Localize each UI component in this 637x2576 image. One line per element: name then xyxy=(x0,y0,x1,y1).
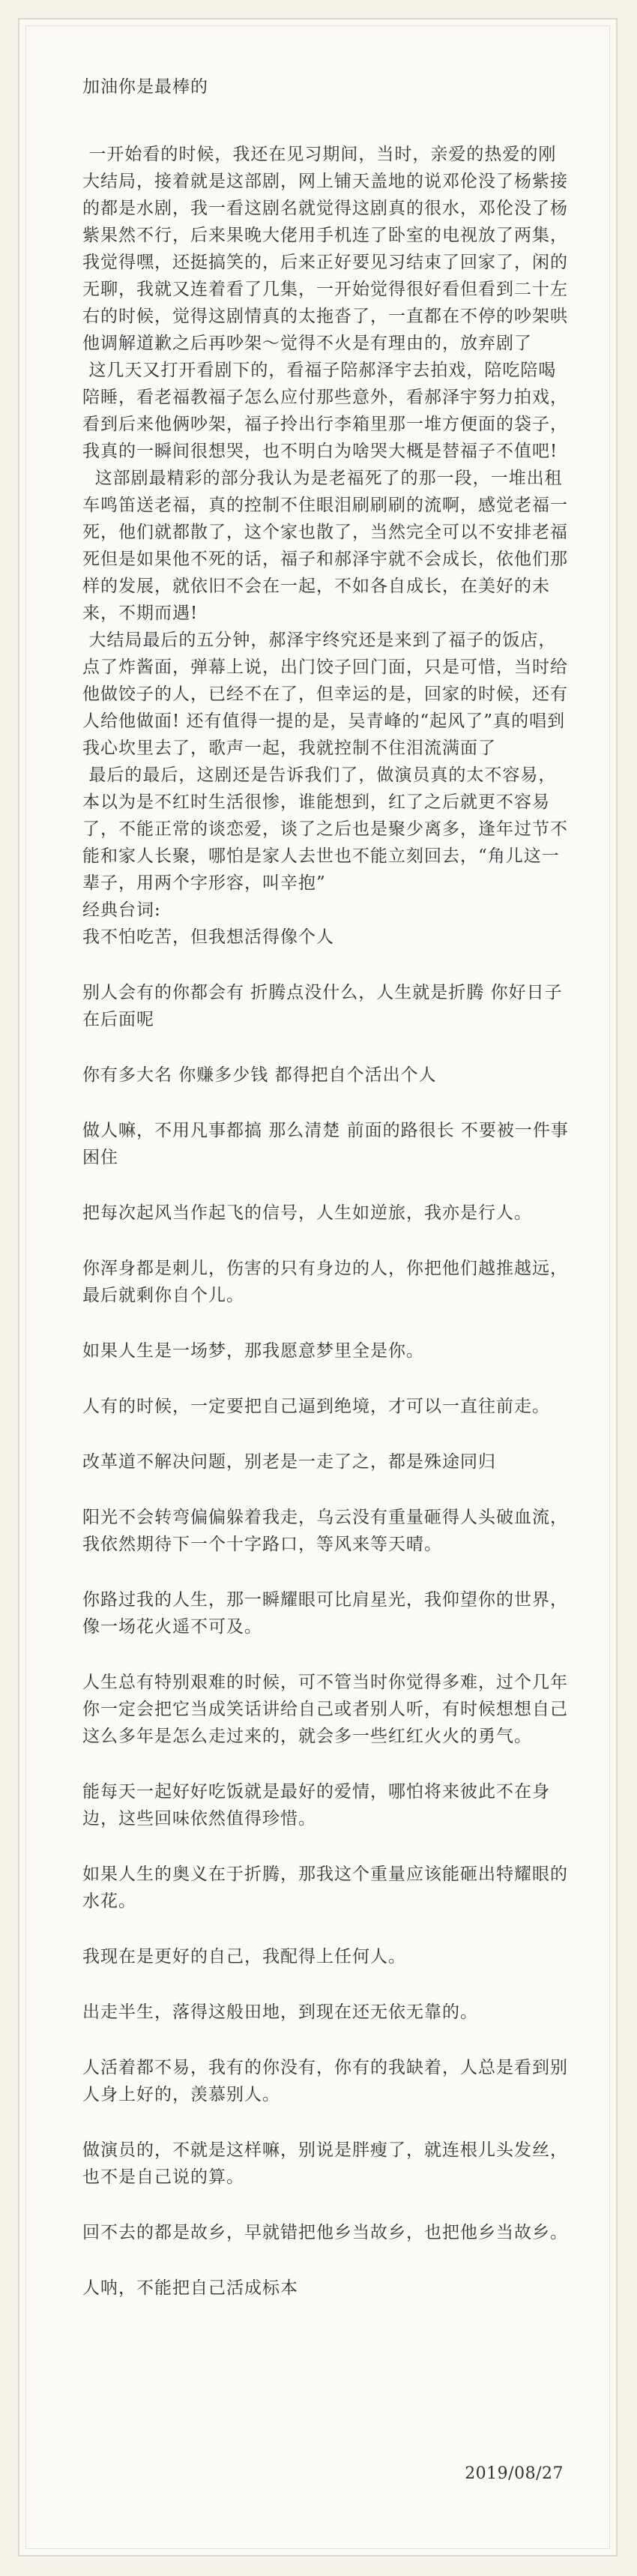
quote-line: 别人会有的你都会有 折腾点没什么，人生就是折腾 你好日子在后面呢 xyxy=(82,983,563,1029)
quote-line: 阳光不会转弯偏偏躲着我走，乌云没有重量砸得人头破血流，我依然期待下一个十字路口，等风来等天晴。 xyxy=(82,1508,568,1554)
quote-line: 如果人生的奥义在于折腾，那我这个重量应该能砸出特耀眼的水花。 xyxy=(82,1865,568,1911)
quote-line: 你有多大名 你赚多少钱 都得把自个活出个人 xyxy=(82,1065,437,1085)
note-title: 加油你是最棒的 xyxy=(82,77,208,97)
paragraph: 这几天又打开看剧下的，看福子陪郝泽宇去拍戏，陪吃陪喝陪睡，看老福教福子怎么应付那些意外，看郝泽宇努力拍戏，看到后来他俩吵架，福子拎出行李箱里那一堆方便面的袋子，我真的一瞬间很想哭，也不明白为啥哭大概是替福子不值吧! xyxy=(82,361,568,461)
quote-line: 做人嘛，不用凡事都搞 那么清楚 前面的路很长 不要被一件事困住 xyxy=(82,1121,569,1167)
quote-line: 我不怕吃苦，但我想活得像个人 xyxy=(82,927,334,947)
quote-line: 改革道不解决问题，别老是一走了之，都是殊途同归 xyxy=(82,1452,496,1472)
quote-line: 你浑身都是刺儿，伤害的只有身边的人，你把他们越推越远，最后就剩你自个儿。 xyxy=(82,1259,568,1305)
quote-line: 做演员的，不就是这样嘛，别说是胖瘦了，就连根儿头发丝，也不是自己说的算。 xyxy=(82,2140,568,2187)
quote-line: 人生总有特别艰难的时候，可不管当时你觉得多难，过个几年你一定会把它当成笑话讲给自己或者别人听，有时候想想自己这么多年是怎么走过来的，就会多一些红红火火的勇气。 xyxy=(82,1673,568,1746)
quote-line: 人有的时候，一定要把自己逼到绝境，才可以一直往前走。 xyxy=(82,1397,550,1416)
paragraph: 大结局最后的五分钟，郝泽宇终究还是来到了福子的饭店，点了炸酱面，弹幕上说，出门饺子回门面，只是可惜，当时给他做饺子的人，已经不在了，但幸运的是，回家的时候，还有人给他做面! 还有值得一提的是，吴青峰的“起风了”真的唱到我心坎里去了，歌声一起，我就控制不住泪流满面了 xyxy=(82,631,568,758)
quote-line: 人呐，不能把自己活成标本 xyxy=(82,2278,298,2298)
paragraph: 这部剧最精彩的部分我认为是老福死了的那一段，一堆出租车鸣笛送老福，真的控制不住眼泪刷刷刷的流啊，感觉老福一死，他们就都散了，这个家也散了，当然完全可以不安排老福死但是如果他不死的话，福子和郝泽宇就不会成长，依他们那样的发展，就依旧不会在一起，不如各自成长，在美好的未来，不期而遇! xyxy=(82,469,568,623)
quote-line: 能每天一起好好吃饭就是最好的爱情，哪怕将来彼此不在身边，这些回味依然值得珍惜。 xyxy=(82,1782,550,1829)
quote-line: 回不去的都是故乡，早就错把他乡当故乡，也把他乡当故乡。 xyxy=(82,2223,568,2242)
paragraph: 最后的最后，这剧还是告诉我们了，做演员真的太不容易，本以为是不红时生活很惨，谁能想到，红了之后就更不容易了，不能正常的谈恋爱，谈了之后也是聚少离多，逢年过节不能和家人长聚，哪怕是家人去世也不能立刻回去，“角儿这一辈子，用两个字形容，叫辛抱” xyxy=(82,765,568,893)
note-content xyxy=(82,73,570,2330)
note-date: 2019/08/27 xyxy=(465,2464,564,2483)
quote-line: 人活着都不易，我有的你没有，你有的我缺着，人总是看到别人身上好的，羡慕别人。 xyxy=(82,2058,568,2104)
quote-line: 把每次起风当作起飞的信号，人生如逆旅，我亦是行人。 xyxy=(82,1203,532,1223)
note-paper xyxy=(18,18,618,2557)
quote-line: 你路过我的人生，那一瞬耀眼可比肩星光，我仰望你的世界，像一场花火遥不可及。 xyxy=(82,1590,568,1637)
quote-line: 如果人生是一场梦，那我愿意梦里全是你。 xyxy=(82,1341,424,1361)
quote-line: 我现在是更好的自己，我配得上任何人。 xyxy=(82,1947,406,1966)
paragraph: 一开始看的时候，我还在见习期间，当时，亲爱的热爱的刚大结局，接着就是这部剧，网上铺天盖地的说邓伦没了杨紫接的都是水剧，我一看这剧名就觉得这剧真的很水，邓伦没了杨紫果然不行，后来果晚大佬用手机连了卧室的电视放了两集，我觉得嘿，还挺搞笑的，后来正好要见习结束了回家了，闲的无聊，我就又连着看了几集，一开始觉得很好看但看到二十左右的时候，觉得这剧情真的太拖沓了，一直都在不停的吵架哄他调解道歉之后再吵架～觉得不火是有理由的，放弃剧了 xyxy=(82,145,568,353)
quote-line: 出走半生，落得这般田地，到现在还无依无靠的。 xyxy=(82,2002,478,2022)
quotes-heading: 经典台词: xyxy=(82,900,161,920)
